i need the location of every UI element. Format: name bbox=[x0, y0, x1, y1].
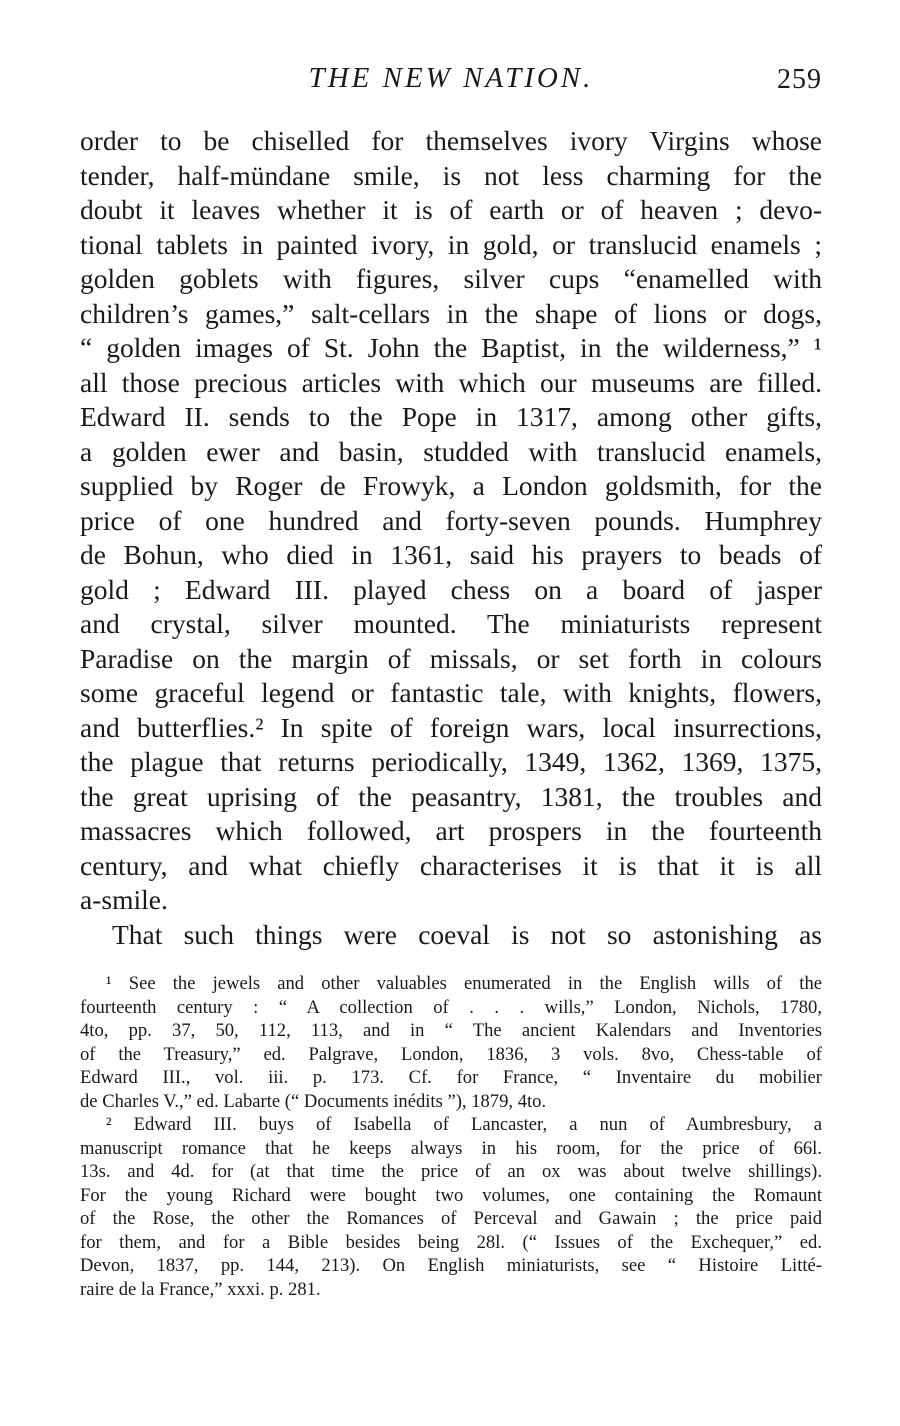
footnote-2-line: manuscript romance that he keeps always in his room, for the price of 66l. bbox=[80, 1137, 822, 1159]
body-line: tional tablets in painted ivory, in gold, or translucid enamels ; bbox=[80, 228, 822, 260]
footnote-2-line: Devon, 1837, pp. 144, 213). On English miniaturists, see “ Histoire Litté- bbox=[80, 1255, 822, 1276]
body-line: golden goblets with figures, silver cups “enamelled with bbox=[80, 263, 822, 294]
body-line: price of one hundred and forty-seven pounds. Humphrey bbox=[80, 504, 822, 536]
page-number: 259 bbox=[777, 64, 822, 95]
body-line: and crystal, silver mounted. The miniaturists represent bbox=[80, 608, 822, 639]
body-line: order to be chiselled for themselves ivory Virgins whose bbox=[80, 125, 822, 156]
body-line: children’s games,” salt-cellars in the shape of lions or dogs, bbox=[80, 297, 822, 329]
body-line: doubt it leaves whether it is of earth or of heaven ; devo- bbox=[80, 194, 822, 225]
body-line: Edward II. sends to the Pope in 1317, among other gifts, bbox=[80, 401, 822, 432]
footnote-1-line: 4to, pp. 37, 50, 112, 113, and in “ The ancient Kalendars and Inventories bbox=[80, 1020, 822, 1041]
body-text bbox=[80, 124, 822, 952]
body-line: a golden ewer and basin, studded with translucid enamels, bbox=[80, 435, 822, 467]
page-header bbox=[80, 62, 822, 102]
body-line: “ golden images of St. John the Baptist, in the wilderness,” ¹ bbox=[80, 332, 822, 363]
footnote-2-line: 13s. and 4d. for (at that time the price of an ox was about twelve shillings). bbox=[80, 1161, 822, 1182]
footnote-2-line: ² Edward III. buys of Isabella of Lancaster, a nun of Aumbresbury, a bbox=[106, 1114, 822, 1135]
body-line: a-smile. bbox=[80, 884, 168, 915]
body-line: massacres which followed, art prospers in the fourteenth bbox=[80, 815, 822, 846]
footnote-1-line: ¹ See the jewels and other valuables enumerated in the English wills of the bbox=[106, 973, 822, 994]
body-line: century, and what chiefly characterises it is that it is all bbox=[80, 849, 822, 881]
body-line: gold ; Edward III. played chess on a board of jasper bbox=[80, 573, 822, 605]
body-line: de Bohun, who died in 1361, said his prayers to beads of bbox=[80, 539, 822, 570]
footnote-1-line: Edward III., vol. iii. p. 173. Cf. for France, “ Inventaire du mobilier bbox=[80, 1067, 822, 1088]
body-line: and butterflies.² In spite of foreign wars, local insurrections, bbox=[80, 711, 822, 743]
body-line: supplied by Roger de Frowyk, a London goldsmith, for the bbox=[80, 470, 822, 501]
footnote-2-line: raire de la France,” xxxi. p. 281. bbox=[80, 1278, 321, 1300]
footnote-1-line: fourteenth century : “ A collection of . . . wills,” London, Nichols, 1780, bbox=[80, 996, 822, 1018]
footnote-2-line: for them, and for a Bible besides being 28l. (“ Issues of the Exchequer,” ed. bbox=[80, 1231, 822, 1253]
footnote-1-line: of the Treasury,” ed. Palgrave, London, 1836, 3 vols. 8vo, Chess-table of bbox=[80, 1043, 822, 1065]
footnotes bbox=[80, 972, 822, 1301]
body-line: tender, half-mündane smile, is not less charming for the bbox=[80, 159, 822, 191]
body-line: the plague that returns periodically, 1349, 1362, 1369, 1375, bbox=[80, 746, 822, 777]
body-line: all those precious articles with which our museums are filled. bbox=[80, 366, 822, 398]
body-line: the great uprising of the peasantry, 1381, the troubles and bbox=[80, 780, 822, 812]
body-line-paragraph-start: That such things were coeval is not so astonishing as bbox=[112, 918, 822, 950]
footnote-2-line: For the young Richard were bought two volumes, one containing the Romaunt bbox=[80, 1184, 822, 1206]
footnote-1-line: de Charles V.,” ed. Labarte (“ Documents inédits ”), 1879, 4to. bbox=[80, 1090, 547, 1112]
running-title: THE NEW NATION. bbox=[308, 62, 594, 94]
body-line: Paradise on the margin of missals, or set forth in colours bbox=[80, 642, 822, 674]
footnote-2-line: of the Rose, the other the Romances of Perceval and Gawain ; the price paid bbox=[80, 1208, 822, 1229]
body-line: some graceful legend or fantastic tale, with knights, flowers, bbox=[80, 677, 822, 708]
